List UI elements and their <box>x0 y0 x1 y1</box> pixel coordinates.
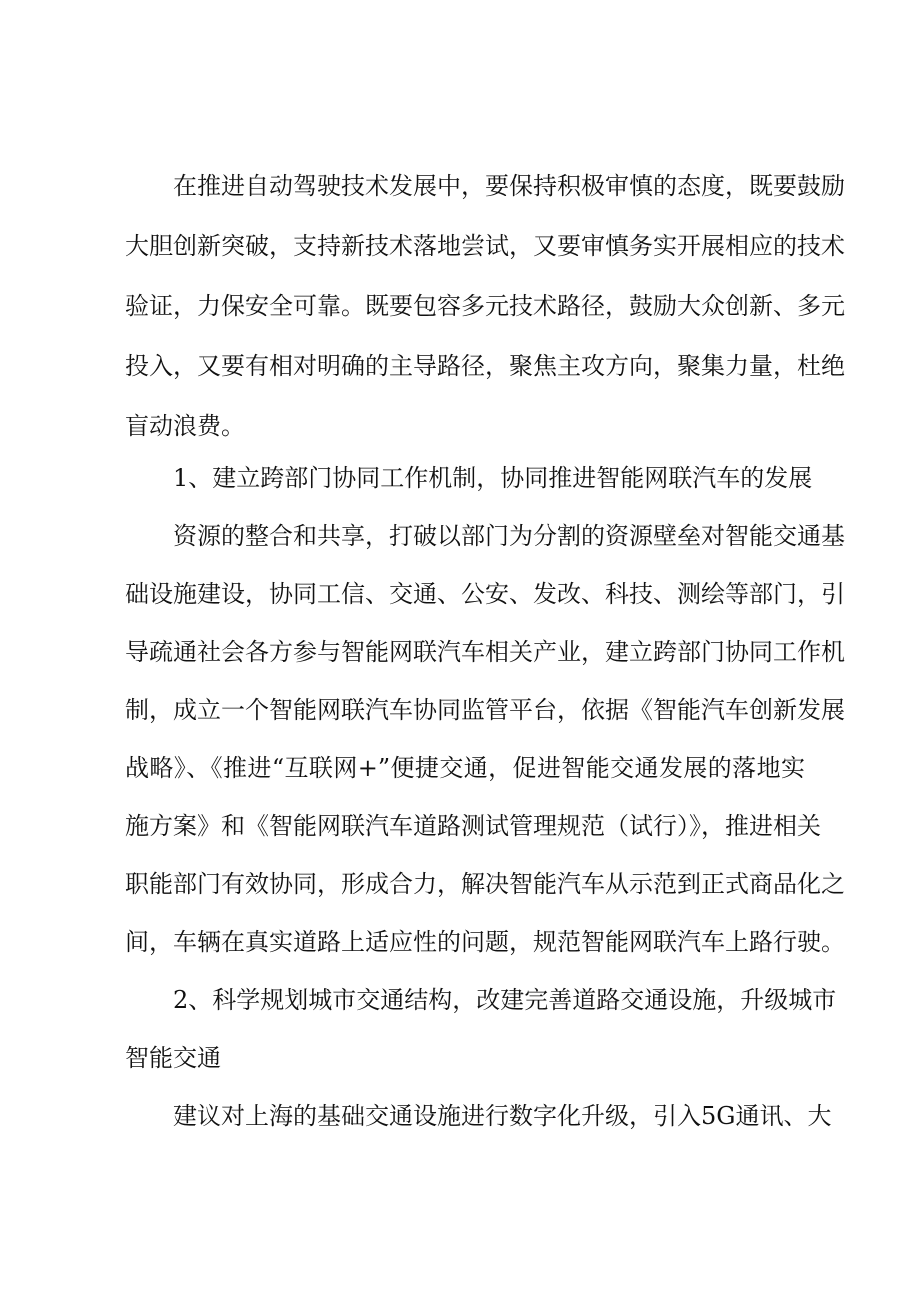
section-heading-2-line-1: 2、科学规划城市交通结构，改建完善道路交通设施，升级城市 <box>173 986 837 1014</box>
paragraph-2-line-8: 间，车辆在真实道路上适应性的问题，规范智能网联汽车上路行驶。 <box>125 928 845 956</box>
section-heading-2-line-2: 智能交通 <box>125 1044 221 1072</box>
paragraph-1-line-3: 验证，力保安全可靠。既要包容多元技术路径，鼓励大众创新、多元 <box>125 292 845 320</box>
paragraph-2-line-2: 础设施建设，协同工信、交通、公安、发改、科技、测绘等部门，引 <box>125 580 845 608</box>
paragraph-1-line-1: 在推进自动驾驶技术发展中，要保持积极审慎的态度，既要鼓励 <box>173 172 845 200</box>
paragraph-2-line-6: 施方案》和《智能网联汽车道路测试管理规范（试行）》，推进相关 <box>125 812 821 840</box>
paragraph-2-line-5: 战略》、《推进“互联网+”便捷交通，促进智能交通发展的落地实 <box>125 754 805 782</box>
paragraph-2-line-3: 导疏通社会各方参与智能网联汽车相关产业，建立跨部门协同工作机 <box>125 638 845 666</box>
paragraph-3-line-1: 建议对上海的基础交通设施进行数字化升级，引入5G通讯、大 <box>173 1102 832 1130</box>
paragraph-1-line-5: 盲动浪费。 <box>125 412 245 440</box>
paragraph-2-line-4: 制，成立一个智能网联汽车协同监管平台，依据《智能汽车创新发展 <box>125 696 845 724</box>
paragraph-2-line-7: 职能部门有效协同，形成合力，解决智能汽车从示范到正式商品化之 <box>125 870 845 898</box>
paragraph-1-line-2: 大胆创新突破，支持新技术落地尝试，又要审慎务实开展相应的技术 <box>125 232 845 260</box>
section-heading-1: 1、建立跨部门协同工作机制，协同推进智能网联汽车的发展 <box>173 464 813 492</box>
paragraph-1-line-4: 投入，又要有相对明确的主导路径，聚焦主攻方向，聚集力量，杜绝 <box>125 352 845 380</box>
paragraph-2-line-1: 资源的整合和共享，打破以部门为分割的资源壁垒对智能交通基 <box>173 522 845 550</box>
